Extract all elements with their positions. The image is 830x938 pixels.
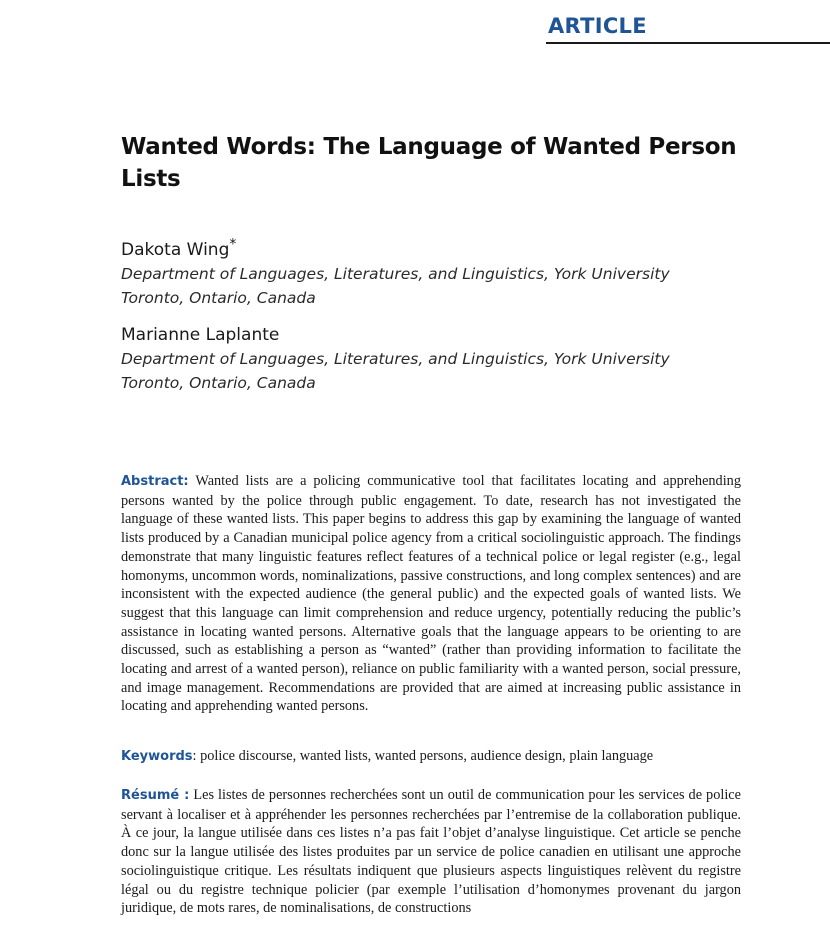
- author-block-1: [121, 238, 761, 310]
- abstract-heading: Abstract:: [121, 474, 189, 489]
- keywords-heading: Keywords: [121, 749, 193, 764]
- paper-title: Wanted Words: The Language of Wanted Person Lists: [121, 134, 737, 192]
- author-name: Marianne Laplante: [121, 325, 280, 345]
- author-location: Toronto, Ontario, Canada: [121, 289, 316, 307]
- resume-heading: Résumé :: [121, 788, 190, 803]
- resume-paragraph: [121, 786, 741, 918]
- keywords-text: : police discourse, wanted lists, wanted persons, audience design, plain language: [192, 748, 654, 764]
- article-type-label: ARTICLE: [548, 14, 647, 38]
- author-department: Department of Languages, Literatures, and Linguistics, York University: [121, 265, 670, 283]
- abstract-paragraph: [121, 472, 741, 716]
- author-location: Toronto, Ontario, Canada: [121, 374, 316, 392]
- author-block-2: [121, 323, 761, 395]
- resume-text: Les listes de personnes recherchées sont un outil de communication pour les services de police servant à localiser et à appréhender les personnes recherchées par l’entremise de la collaboration publique. À ce jour, la langue utilisée dans ces listes n’a pas fait l’objet d’analyse linguistique. Cet article se penche donc sur la langue utilisée des listes produites par un service de police canadien en utilisant une approche sociolinguistique critique. Les résultats indiquent que plusieurs aspects linguistiques relèvent du registre légal ou du registre technique policier (par exemple l’utilisation d’homonymes provenant du jargon juridique, de mots rares, de nominalisations, de constructions: [121, 787, 741, 917]
- author-department: Department of Languages, Literatures, and Linguistics, York University: [121, 350, 670, 368]
- keywords-paragraph: [121, 747, 741, 767]
- header-rule: [546, 42, 830, 44]
- abstract-text: Wanted lists are a policing communicative tool that facilitates locating and apprehending persons wanted by the police through public engagement. To date, research has not investigated the language of these wanted lists. This paper begins to address this gap by examining the language of wanted lists produced by a Canadian municipal police agency from a critical sociolinguistic approach. The findings demonstrate that many linguistic features reflect features of a technical police or legal register (e.g., legal homonyms, uncommon words, nominalizations, passive constructions, and long complex sentences) and are inconsistent with the expected audience (the general public) and the expected goals of wanted lists. We suggest that this language can limit comprehension and reduce urgency, potentially reducing the public’s assistance in locating wanted persons. Alternative goals that the language appears to be orienting to are discussed, such as establishing a person as “wanted” (rather than providing information to facilitate the locating and arrest of a wanted person), reliance on public familiarity with a wanted person, social pressure, and image management. Recommendations are provided that are aimed at increasing public assistance in locating and apprehending wanted persons.: [121, 473, 741, 715]
- author-name-text: Dakota Wing: [121, 240, 230, 260]
- author-name: [121, 238, 761, 262]
- corresponding-author-mark: *: [229, 236, 237, 253]
